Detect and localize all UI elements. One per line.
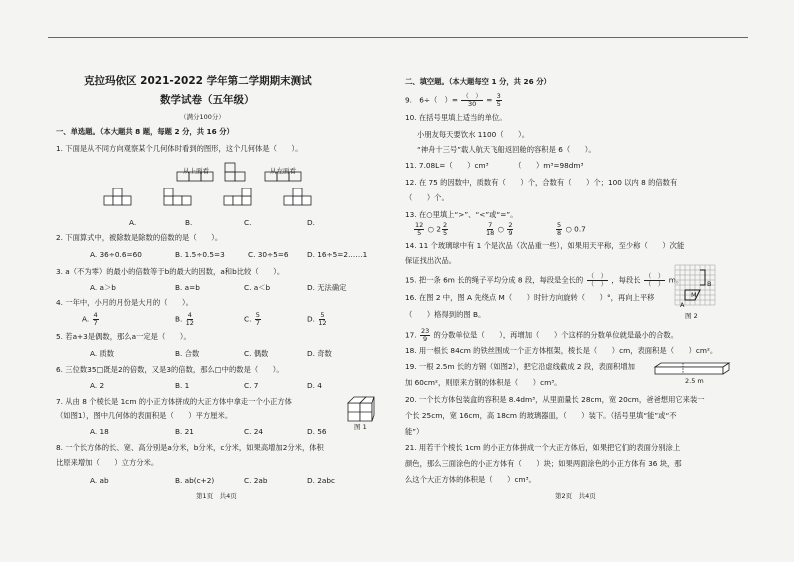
q7-text-1: 7. 从由 8 个棱长是 1cm 的小正方体拼成的大正方体中拿走一个小正方体: [56, 397, 292, 406]
q6-option-c[interactable]: C. 7: [244, 381, 259, 390]
q1-view-left: 从左面看: [270, 167, 296, 175]
q20-text-1: 20. 一个长方体包装盒的容积是 8.4dm³，从里面量长 28cm，宽 20cm，爸爸想用它来装一: [405, 395, 705, 404]
q8-option-a[interactable]: A. ab: [90, 476, 109, 485]
q2-option-d[interactable]: D. 16÷5=2……1: [307, 250, 368, 259]
q6-option-b[interactable]: B. 1: [175, 381, 190, 390]
q3-option-b[interactable]: B. a=b: [175, 283, 200, 292]
q12-text-2: （ ）个。: [405, 193, 449, 202]
q5-option-d[interactable]: D. 奇数: [307, 349, 332, 358]
q12-text-1: 12. 在 75 的因数中，质数有（ ）个，合数有（ ）个；100 以内 8 的倍数有: [405, 178, 678, 187]
q8-text-2: 比原来增加（ ）立方分米。: [56, 458, 159, 467]
full-score: （满分100分）: [180, 113, 225, 121]
q10-part-a: 小朋友每天要饮水 1100（ ）。: [417, 130, 530, 139]
q2-text: 2. 下面算式中，被除数是除数的倍数的是（ ）。: [56, 233, 223, 242]
q7-option-c[interactable]: C. 24: [244, 427, 264, 436]
q2-option-b[interactable]: B. 1.5÷0.5=3: [175, 250, 225, 259]
figure-2-caption: 图 2: [685, 312, 698, 320]
steel-bar-length: 2.5 m: [685, 377, 704, 385]
q3-option-c[interactable]: C. a＜b: [244, 283, 271, 292]
q4-option-a[interactable]: A. $\frac{4}{7}$: [82, 311, 98, 327]
q8-option-b[interactable]: B. ab(c+2): [175, 476, 215, 485]
q4-option-c[interactable]: C. $\frac{5}{7}$: [244, 311, 260, 327]
q3-text: 3. a（不为零）的最小的倍数等于b的最大的因数，a和b比较（ ）。: [56, 267, 285, 276]
q6-text: 6. 三位数35□既是2的倍数，又是3的倍数，那么□中的数是（ ）。: [56, 365, 284, 374]
page1-footer: 第1页 共4页: [196, 492, 237, 500]
q9-text: 9. 6÷（ ）= $\frac{( )}{30}$ = $\frac{3}{5}$: [405, 92, 501, 108]
page-1: [0, 0, 395, 562]
q4-option-b[interactable]: B. $\frac{4}{12}$: [175, 311, 194, 327]
q4-text: 4. 一年中，小月的月份是大月的（ ）。: [56, 298, 193, 307]
q20-text-3: 能”）: [405, 427, 424, 436]
q8-option-d[interactable]: D. 2abc: [307, 476, 336, 485]
q7-text-2: （如图1），图中几何体的表面积是（ ）平方厘米。: [56, 411, 233, 420]
q16-text-2: （ ）格得到的图 B。: [405, 310, 486, 319]
q16-text-1: 16. 在图 2 中，图 A 先绕点 M（ ）时针方向旋转（ ）°，再向上平移: [405, 293, 655, 302]
section1-header: 一、单选题。（本大题共 8 题，每题 2 分，共 16 分）: [56, 127, 234, 136]
q19-text-1: 19. 一根 2.5m 长的方钢（如图2），把它沿虚线截成 2 段，表面积增加: [405, 362, 635, 371]
figure-2-label-b: B: [707, 280, 712, 288]
q2-option-c[interactable]: C. 30÷5=6: [248, 250, 289, 259]
q13-text: 13. 在○里填上“>”、“<”或“=”。: [405, 210, 518, 219]
q11-text: 11. 7.08L=（ ）cm³ （ ）m³=98dm³: [405, 161, 584, 170]
q13-item-2: $\frac{7}{18}$ ○ $\frac{2}{9}$: [486, 221, 513, 237]
q13-item-1: $\frac{12}{5}$ ○ 2 $\frac{2}{5}$: [415, 221, 448, 237]
q19-text-2: 加 60cm²，则原来方钢的体积是（ ）cm³。: [405, 378, 562, 387]
q7-option-d[interactable]: D. 56: [307, 427, 327, 436]
q21-text-1: 21. 用若干个棱长 1cm 的小正方体拼成一个大正方体后，如果把它们的表面分别涂上: [405, 443, 681, 452]
q7-figure-label: 图 1: [354, 423, 367, 431]
steel-bar-figure: [653, 362, 731, 378]
figure-2-label-m: M: [691, 291, 697, 299]
q5-text: 5. 若a+3是偶数，那么a一定是（ ）。: [56, 332, 191, 341]
q1-option-c[interactable]: C.: [244, 218, 252, 227]
q5-option-a[interactable]: A. 质数: [90, 349, 115, 358]
q20-text-2: 个长 25cm，宽 16cm，高 18cm 的玻璃器皿，（ ）装下。（括号里填“能”或“不: [405, 411, 677, 420]
q18-text: 18. 用一根长 84cm 的铁丝围成一个正方体框架，棱长是（ ）cm，表面积是（ ）cm²。: [405, 346, 718, 355]
q6-option-d[interactable]: D. 4: [307, 381, 322, 390]
q14-text-1: 14. 11 个玻璃球中有 1 个是次品（次品重一些），如果用天平称，至少称（ ）次能: [405, 241, 685, 250]
q5-option-b[interactable]: B. 合数: [175, 349, 200, 358]
q7-option-b[interactable]: B. 21: [175, 427, 194, 436]
q7-cube-figure: [346, 393, 376, 423]
q5-option-c[interactable]: C. 偶数: [244, 349, 269, 358]
q3-option-a[interactable]: A. a＞b: [90, 283, 116, 292]
q2-option-a[interactable]: A. 36÷0.6=60: [90, 250, 142, 259]
q8-option-c[interactable]: C. 2ab: [244, 476, 268, 485]
page2-footer: 第2页 共4页: [555, 492, 596, 500]
exam-title: 克拉玛依区 2021-2022 学年第二学期期末测试: [84, 75, 312, 87]
q1-options-figure: [100, 188, 330, 214]
q7-option-a[interactable]: A. 18: [90, 427, 109, 436]
q1-option-d[interactable]: D.: [307, 218, 315, 227]
q17-text: 17. $\frac{23}{9}$ 的分数单位是（ ），再增加（ ）个这样的分数单位就是最小的合数。: [405, 327, 678, 343]
q15-text: 15. 把一条 6m 长的绳子平均分成 8 段，每段是全长的 $\frac{( )}{( )}$ ，每段长 $\frac{( )}{( )}$ m。: [405, 272, 684, 288]
q14-text-2: 保证找出次品。: [405, 256, 457, 265]
section2-header: 二、填空题。（本大题每空 1 分，共 26 分）: [405, 77, 551, 86]
q13-item-3: $\frac{5}{8}$ ○ 0.7: [557, 221, 586, 237]
q4-option-d[interactable]: D. $\frac{5}{12}$: [307, 311, 327, 327]
q6-option-a[interactable]: A. 2: [90, 381, 105, 390]
q1-text: 1. 下面是从不同方向观察某个几何体时看到的图形，这个几何体是（ ）。: [56, 144, 303, 153]
q21-text-3: 么这个大正方体的体积是（ ）cm³。: [405, 475, 536, 484]
q8-text-1: 8. 一个长方体的长、宽、高分别是a分米，b分米，c分米，如果高增加2分米，体积: [56, 443, 324, 452]
q1-option-b[interactable]: B.: [185, 218, 193, 227]
q10-part-b: “神舟十三号”载人航天飞船返回舱的容积是 6（ ）。: [417, 145, 596, 154]
q10-text: 10. 在括号里填上适当的单位。: [405, 113, 507, 122]
q1-option-a[interactable]: A.: [129, 218, 137, 227]
q1-view-top: 从上面看: [183, 167, 209, 175]
figure-2-label-a: A: [680, 301, 685, 309]
exam-subtitle: 数学试卷（五年级）: [160, 94, 255, 106]
q3-option-d[interactable]: D. 无法确定: [307, 283, 347, 292]
page-2: [395, 0, 794, 562]
q21-text-2: 颜色，那么三面涂色的小正方体有（ ）块；如果两面涂色的小正方体有 36 块，那: [405, 459, 682, 468]
